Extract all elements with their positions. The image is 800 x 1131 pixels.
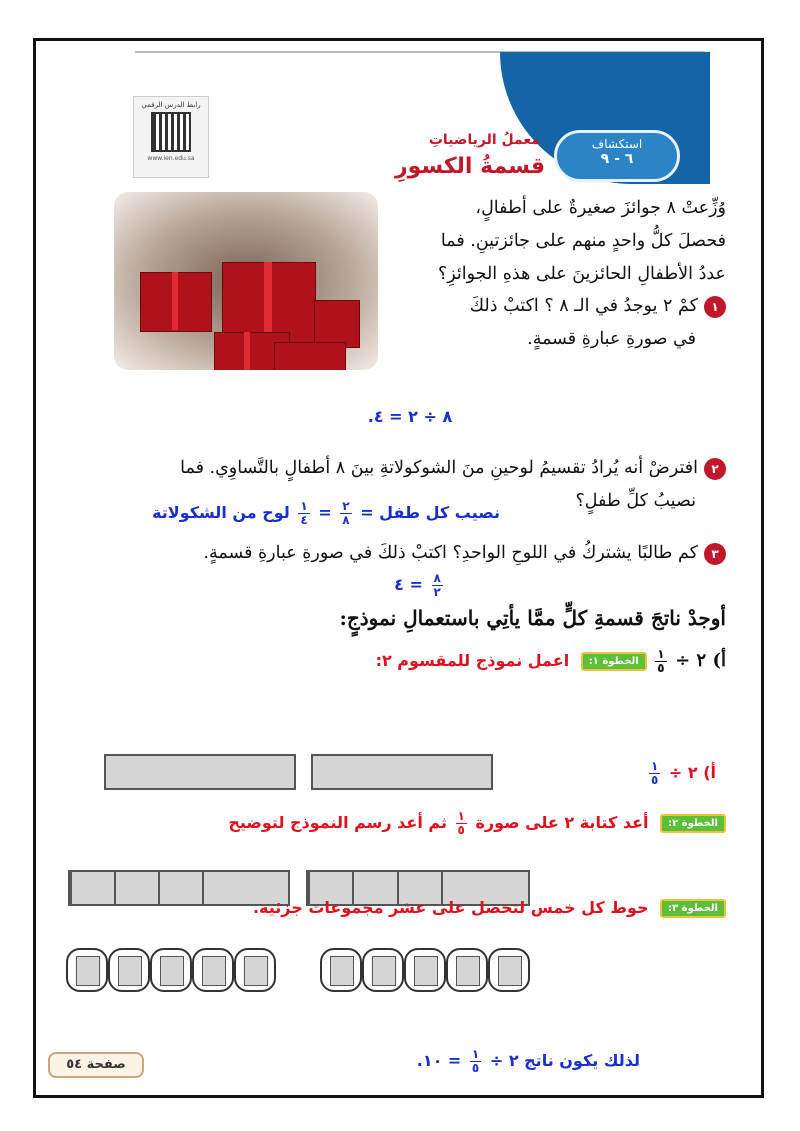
step-1-text: اعمل نموذج للمقسوم ٢: bbox=[375, 651, 570, 670]
q2-answer-post: لوح من الشكولاتة bbox=[152, 503, 290, 522]
result-pre: لذلك يكون ناتج ٢ ÷ bbox=[489, 1051, 640, 1070]
circled-group bbox=[446, 948, 488, 992]
circled-group bbox=[150, 948, 192, 992]
question-1 bbox=[406, 290, 726, 356]
step-1-tag: الخطوة ١: bbox=[581, 652, 647, 671]
lesson-title: قسمةُ الكسورِ bbox=[395, 154, 545, 179]
circled-group bbox=[108, 948, 150, 992]
circled-group bbox=[320, 948, 362, 992]
circled-group bbox=[488, 948, 530, 992]
step-2-tag: الخطوة ٢: bbox=[660, 814, 726, 833]
circled-group bbox=[66, 948, 108, 992]
circled-group bbox=[192, 948, 234, 992]
fraction: $\frac{١}{٤}$ bbox=[300, 499, 308, 527]
gift-box bbox=[314, 300, 360, 348]
intro-line: وُزِّعتْ ٨ جوائزَ صغيرةٌ على أطفالٍ، bbox=[475, 198, 726, 218]
gift-box bbox=[274, 342, 346, 370]
intro-line: عددُ الأطفالِ الحائزينَ على هذهِ الجوائزِ؟ bbox=[437, 264, 726, 284]
step-3-text: حوط كل خمس لتحصل على عشر مجموعات جزئية. bbox=[252, 898, 649, 917]
fraction: $\frac{٨}{٢}$ bbox=[433, 571, 441, 599]
qr-code-card[interactable] bbox=[133, 96, 209, 178]
step-2 bbox=[26, 810, 726, 837]
q2-answer bbox=[120, 500, 500, 527]
step-1 bbox=[246, 648, 726, 675]
item-label-blue: أ) ٢ ÷ $\frac{١}{٥}$ bbox=[650, 759, 716, 787]
intro-line: فحصلَ كلُّ واحدٍ منهم على جائزتينِ. فما bbox=[440, 231, 726, 251]
whole-bar-1 bbox=[104, 754, 296, 790]
q1-line1: كمْ ٢ يوجدُ في الـ ٨ ؟ اكتبْ ذلكَ bbox=[469, 296, 698, 316]
q2-line1: افترضْ أنه يُرادُ تقسيمُ لوحينِ منَ الشوكولاتةِ بينَ ٨ أطفالٍ بالتَّساوِي. فما bbox=[180, 458, 698, 478]
circled-group bbox=[234, 948, 276, 992]
badge-number: ٦ - ٩ bbox=[600, 151, 634, 167]
step-2-text-a: أعد كتابة ٢ على صورة bbox=[475, 813, 649, 832]
qr-label: رابط الدرس الرقمي bbox=[141, 101, 201, 109]
lesson-badge bbox=[554, 130, 680, 182]
equals-sign: = bbox=[318, 503, 332, 522]
q3-answer-post: = ٤ bbox=[394, 575, 423, 594]
fraction: $\frac{١}{٥}$ bbox=[471, 1047, 480, 1075]
lab-title: معملُ الرياضياتِ bbox=[428, 132, 540, 148]
fraction: $\frac{١}{٥}$ bbox=[650, 759, 659, 787]
question-number-3: ٣ bbox=[704, 543, 726, 565]
step-2-text-b: ثم أعد رسم النموذج لتوضيح bbox=[228, 813, 447, 832]
qr-code-icon bbox=[151, 112, 191, 152]
qr-url: www.ien.edu.sa bbox=[147, 155, 195, 162]
q2-answer-pre: نصيب كل طفل = bbox=[360, 503, 500, 522]
intro-paragraph bbox=[406, 192, 726, 291]
gift-boxes-photo bbox=[114, 192, 378, 370]
circled-group bbox=[404, 948, 446, 992]
q3-answer bbox=[360, 572, 480, 599]
q2-line2: نصيبُ كلِّ طفلٍ؟ bbox=[575, 491, 696, 511]
fraction: $\frac{٢}{٨}$ bbox=[342, 499, 350, 527]
q1-answer: ٨ ÷ ٢ = ٤. bbox=[367, 407, 453, 426]
final-result bbox=[300, 1048, 640, 1075]
ribbon bbox=[172, 272, 178, 330]
question-number-2: ٢ bbox=[704, 458, 726, 480]
question-3 bbox=[66, 537, 726, 570]
badge-label: استكشاف bbox=[591, 137, 643, 151]
page-number: صفحة ٥٤ bbox=[48, 1052, 144, 1078]
q3-line1: كم طالبًا يشتركُ في اللوحِ الواحدِ؟ اكتبْ ذلكَ في صورةِ عبارةِ قسمةٍ. bbox=[203, 543, 698, 563]
task-heading: أوجدْ ناتجَ قسمةِ كلٍّ ممَّا يأتِي باستعمالِ نموذجٍ: bbox=[339, 606, 726, 630]
result-post: = ١٠. bbox=[416, 1051, 462, 1070]
question-number-1: ١ bbox=[704, 296, 726, 318]
q1-line2: في صورةِ عبارةِ قسمةٍ. bbox=[527, 329, 696, 349]
fraction: $\frac{١}{٥}$ bbox=[657, 647, 665, 675]
step-3 bbox=[26, 898, 726, 918]
whole-bar-2 bbox=[311, 754, 493, 790]
circled-group bbox=[362, 948, 404, 992]
ribbon bbox=[244, 332, 250, 370]
item-label: أ) ٢ ÷ bbox=[675, 650, 726, 671]
fraction: $\frac{١}{٥}$ bbox=[457, 809, 465, 837]
step-3-tag: الخطوة ٣: bbox=[660, 899, 726, 918]
